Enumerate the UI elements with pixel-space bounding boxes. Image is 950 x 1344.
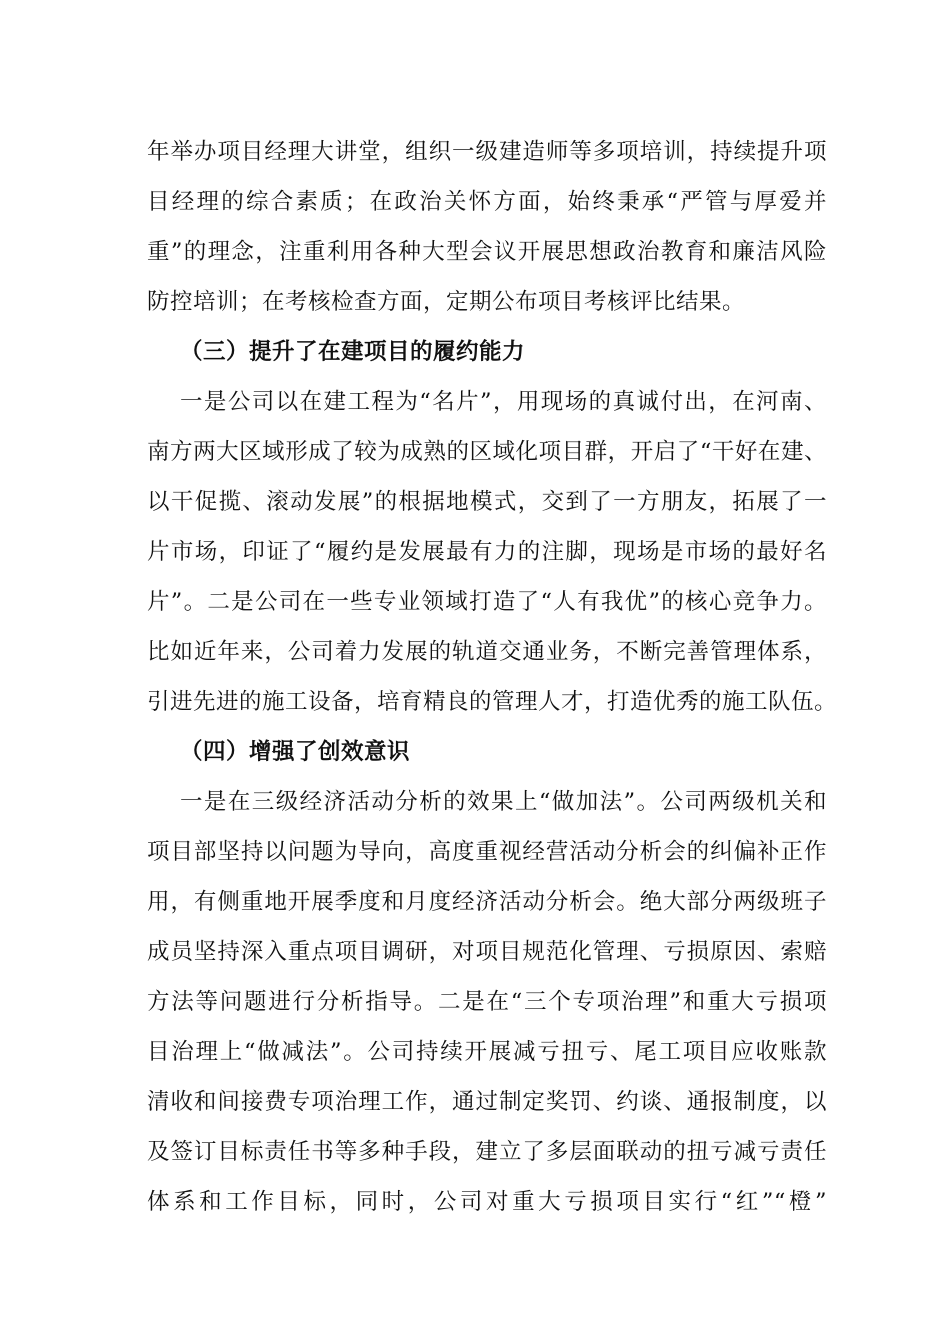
paragraph-1-line-1: 年举办项目经理大讲堂，组织一级建造师等多项培训，持续提升项: [147, 139, 827, 165]
paragraph-2-line-1: 一是公司以在建工程为“名片”，用现场的真诚付出，在河南、: [180, 389, 827, 415]
section-heading-3: （三）提升了在建项目的履约能力: [180, 339, 526, 365]
paragraph-1-line-2: 目经理的综合素质；在政治关怀方面，始终秉承“严管与厚爱并: [147, 189, 827, 215]
paragraph-3-line-5: 方法等问题进行分析指导。二是在“三个专项治理”和重大亏损项: [147, 989, 827, 1015]
paragraph-3-line-3: 用，有侧重地开展季度和月度经济活动分析会。绝大部分两级班子: [147, 889, 827, 915]
paragraph-1-line-4: 防控培训；在考核检查方面，定期公布项目考核评比结果。: [147, 289, 746, 315]
paragraph-2-line-4: 片市场，印证了“履约是发展最有力的注脚，现场是市场的最好名: [147, 539, 827, 565]
paragraph-2-line-5: 片”。二是公司在一些专业领域打造了“人有我优”的核心竞争力。: [147, 589, 827, 615]
paragraph-2-line-3: 以干促揽、滚动发展”的根据地模式，交到了一方朋友，拓展了一: [147, 489, 827, 515]
paragraph-3-line-2: 项目部坚持以问题为导向，高度重视经营活动分析会的纠偏补正作: [147, 839, 827, 865]
paragraph-2-line-2: 南方两大区域形成了较为成熟的区域化项目群，开启了“干好在建、: [147, 439, 827, 465]
paragraph-3-line-6: 目治理上“做减法”。公司持续开展减亏扭亏、尾工项目应收账款: [147, 1039, 827, 1065]
paragraph-2-line-7: 引进先进的施工设备，培育精良的管理人才，打造优秀的施工队伍。: [147, 689, 838, 715]
paragraph-2-line-6: 比如近年来，公司着力发展的轨道交通业务，不断完善管理体系，: [147, 639, 827, 665]
paragraph-1-line-3: 重”的理念，注重利用各种大型会议开展思想政治教育和廉洁风险: [147, 239, 827, 265]
paragraph-3-line-8: 及签订目标责任书等多种手段，建立了多层面联动的扭亏减亏责任: [147, 1139, 827, 1165]
paragraph-3-line-7: 清收和间接费专项治理工作，通过制定奖罚、约谈、通报制度，以: [147, 1089, 827, 1115]
paragraph-3-line-9: 体系和工作目标，同时，公司对重大亏损项目实行“红”“橙”: [147, 1189, 827, 1215]
paragraph-3-line-4: 成员坚持深入重点项目调研，对项目规范化管理、亏损原因、索赔: [147, 939, 827, 965]
paragraph-3-line-1: 一是在三级经济活动分析的效果上“做加法”。公司两级机关和: [180, 789, 827, 815]
section-heading-4: （四）增强了创效意识: [180, 739, 411, 765]
